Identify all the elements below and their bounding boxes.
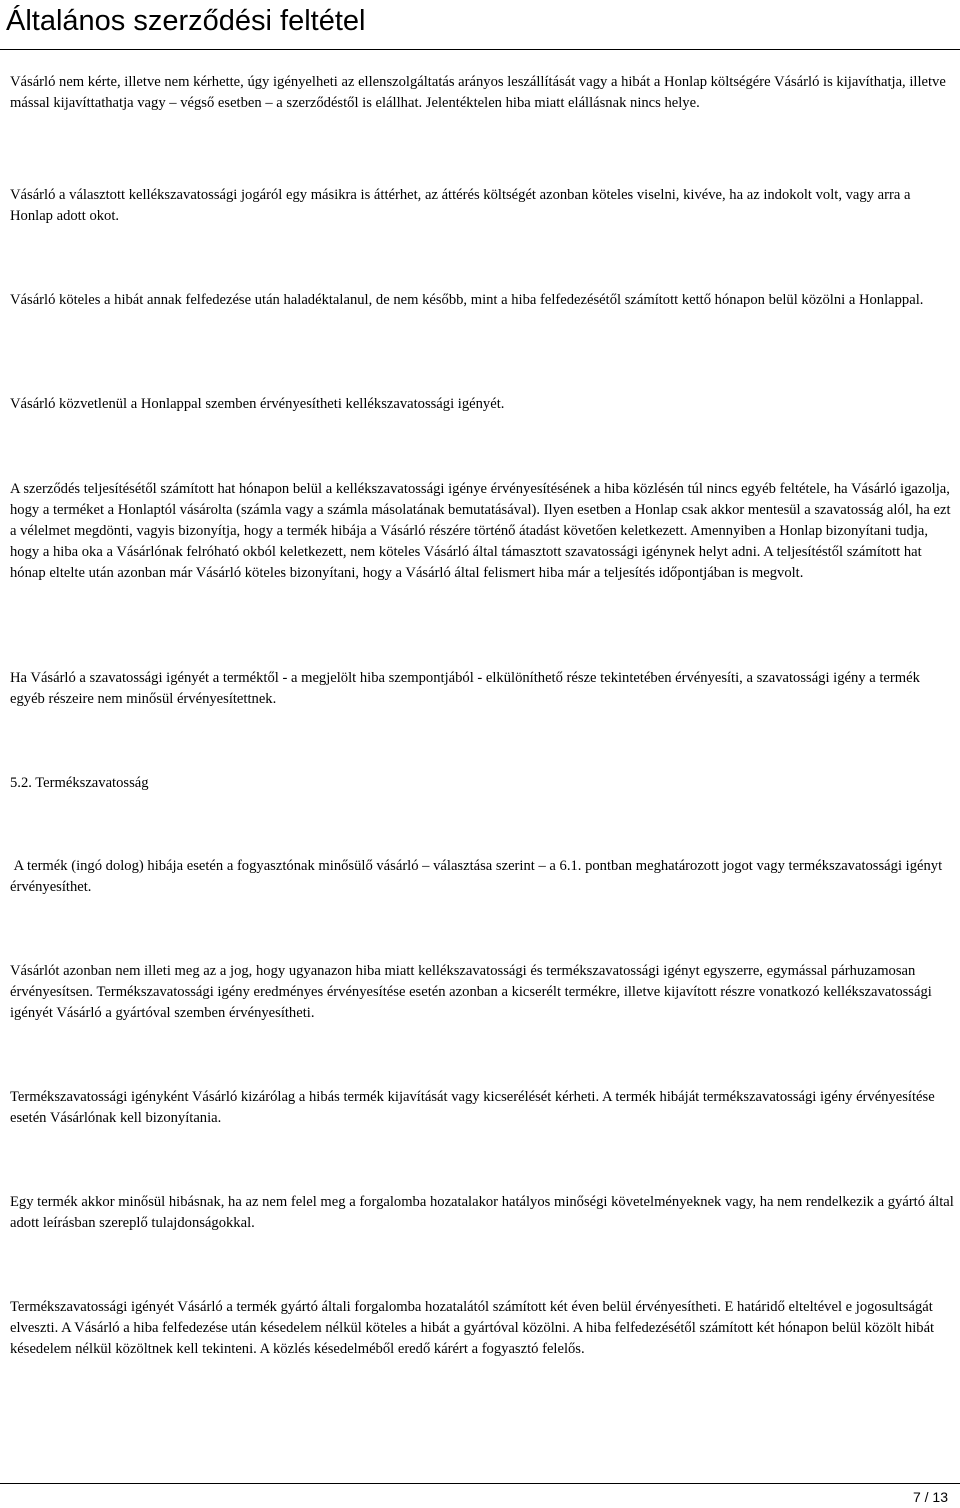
paragraph-2: Vásárló a választott kellékszavatossági jogáról egy másikra is áttérhet, az áttérés költségét azonban köteles viselni, kivéve, ha az indokolt volt, vagy arra a Honlap adott okot. [10, 187, 911, 224]
paragraph-8: Vásárlót azonban nem illeti meg az a jog, hogy ugyanazon hiba miatt kellékszavatossági és termékszavatossági igényt egyszerre, egymással párhuzamosan érvényesítsen. Termékszavatossági igény eredményes érvényesítése esetén azonban a kicserélt termékre, illetve kijavított részre vonatkozó kellékszavatossági igényét Vásárló a gyártóval szemben érvényesítheti. [10, 963, 932, 1021]
paragraph-6: Ha Vásárló a szavatossági igényét a terméktől - a megjelölt hiba szempontjából - elkülöníthető része tekintetében érvényesíti, a szavatossági igény a termék egyéb részeire nem minősül érvényesítettnek. [10, 670, 920, 707]
footer-divider [0, 1483, 960, 1484]
paragraph-1: Vásárló nem kérte, illetve nem kérhette, úgy igényelheti az ellenszolgáltatás arányos leszállítását vagy a hibát a Honlap költségére Vásárló is kijavíthatja, illetve mással kijavíttathatja vagy – végső esetben – a szerződéstől is elállhat. Jelentéktelen hiba miatt elállásnak nincs helye. [10, 74, 946, 111]
section-heading-5-2: 5.2. Termékszavatosság [10, 775, 149, 791]
paragraph-4: Vásárló közvetlenül a Honlappal szemben érvényesítheti kellékszavatossági igényét. [10, 396, 505, 412]
paragraph-11: Termékszavatossági igényét Vásárló a termék gyártó általi forgalomba hozatalától számított két éven belül érvényesítheti. E határidő elteltével e jogosultságát elveszti. A Vásárló a hiba felfedezése után késedelem nélkül köteles a hibát a gyártóval közölni. A hiba felfedezésétől számított két hónapon belül közölt hibát késedelem nélkül közöltnek kell tekinteni. A közlés késedelméből eredő kárért a fogyasztó felelős. [10, 1299, 935, 1357]
page-title: Általános szerződési feltétel [6, 5, 366, 37]
paragraph-3: Vásárló köteles a hibát annak felfedezése után haladéktalanul, de nem később, mint a hiba felfedezésétől számított kettő hónapon belül közölni a Honlappal. [10, 292, 924, 308]
page-number: 7 / 13 [912, 1489, 948, 1505]
paragraph-9: Termékszavatossági igényként Vásárló kizárólag a hibás termék kijavítását vagy kicserélését kérheti. A termék hibáját termékszavatossági igény érvényesítése esetén Vásárlónak kell bizonyítania. [10, 1089, 935, 1126]
paragraph-10: Egy termék akkor minősül hibásnak, ha az nem felel meg a forgalomba hozatalakor hatályos minőségi követelményeknek vagy, ha nem rendelkezik a gyártó által adott leírásban szereplő tulajdonságokkal. [10, 1194, 954, 1231]
title-divider [0, 49, 960, 50]
paragraph-5: A szerződés teljesítésétől számított hat hónapon belül a kellékszavatossági igénye érvényesítésének a hiba közlésén túl nincs egyéb feltétele, ha Vásárló igazolja, hogy a terméket a Honlaptól vásárolta (számla vagy a számla másolatának bemutatásával). Ilyen esetben a Honlap csak akkor mentesül a szavatosság alól, ha ezt a vélelmet megdönti, vagyis bizonyítja, hogy a termék hibája a Vásárló részére történő átadást követően keletkezett. Amennyiben a Honlap bizonyítani tudja, hogy a hiba oka a Vásárlónak felróható okból keletkezett, nem köteles Vásárló által támasztott szavatossági igénynek helyt adni. A teljesítéstől számított hat hónap eltelte után azonban már Vásárló köteles bizonyítani, hogy a Vásárló által felismert hiba már a teljesítés időpontjában is megvolt. [10, 481, 951, 581]
paragraph-7: A termék (ingó dolog) hibája esetén a fogyasztónak minősülő vásárló – választása szerint – a 6.1. pontban meghatározott jogot vagy termékszavatossági igényt érvényesíthet. [10, 858, 946, 895]
